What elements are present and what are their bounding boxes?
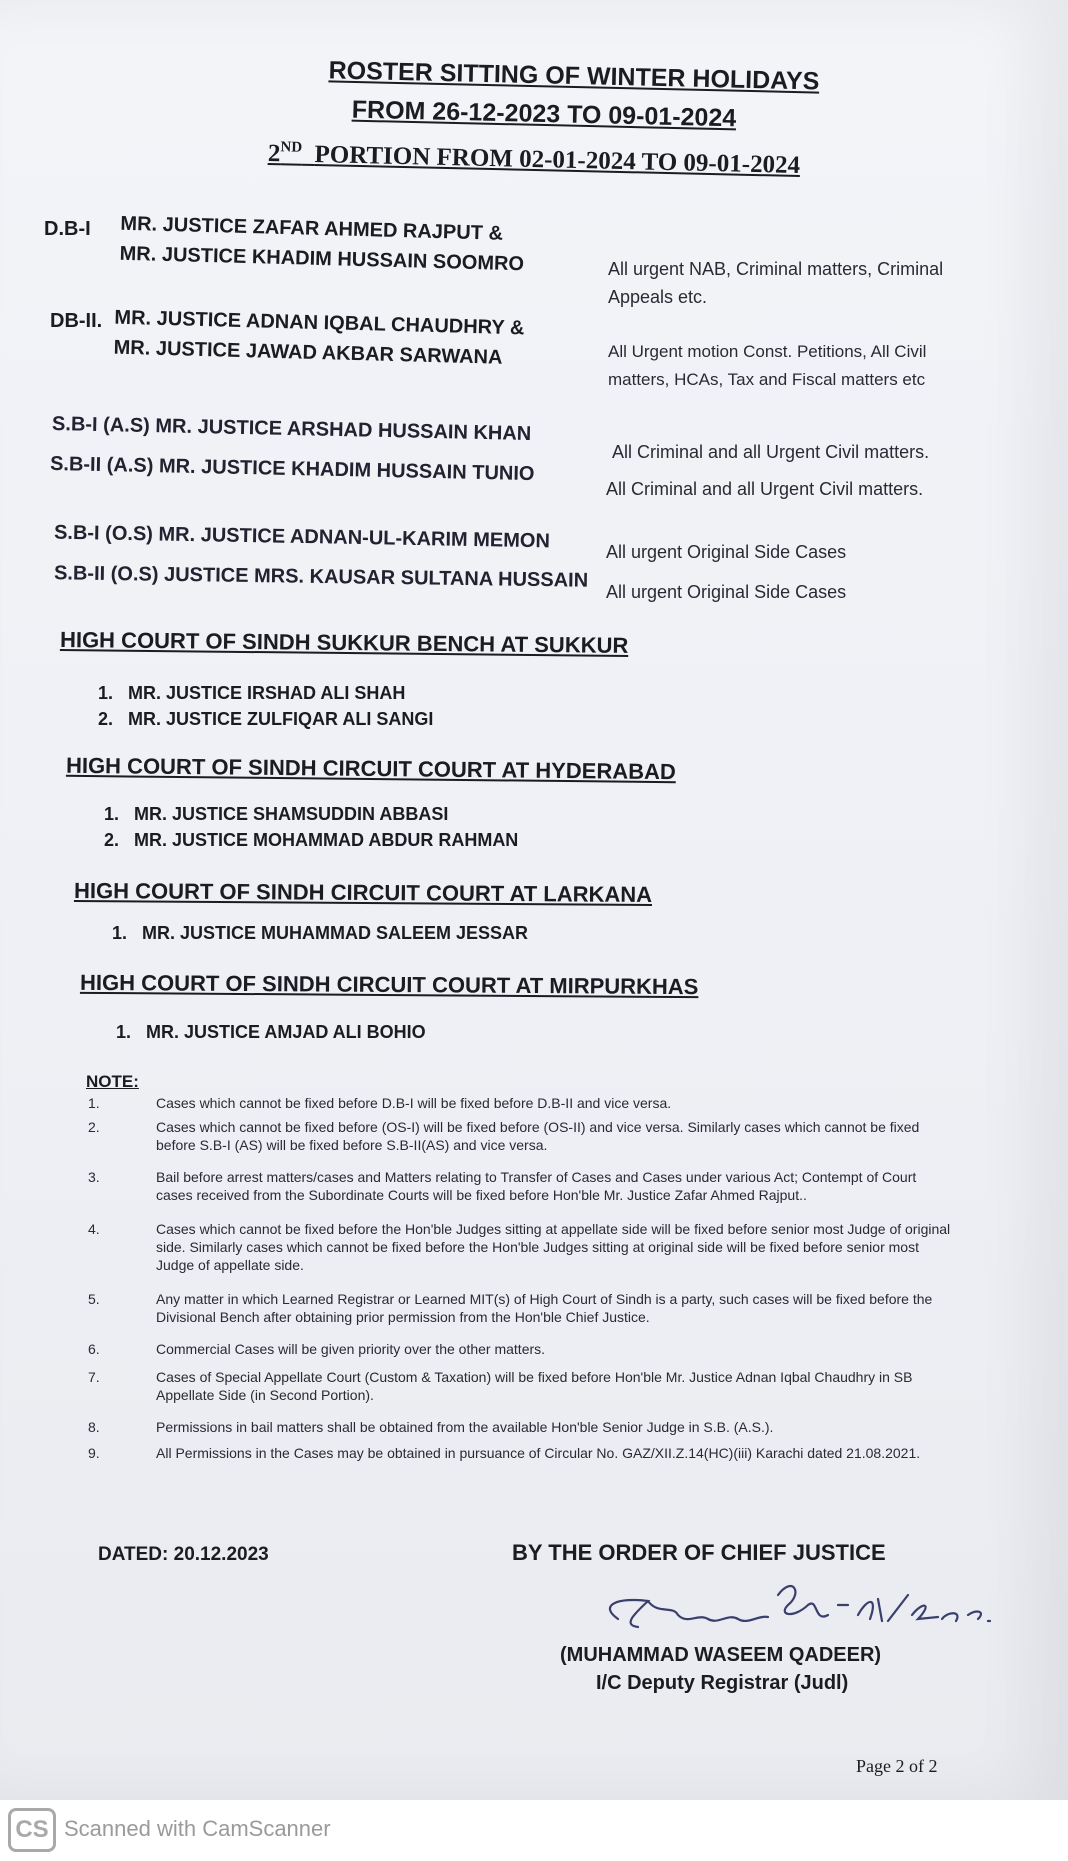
bench-jurisdiction: All Criminal and all Urgent Civil matters. xyxy=(612,442,930,462)
bench-label: S.B-II (A.S) xyxy=(49,452,154,478)
judge-name: JUSTICE MRS. KAUSAR SULTANA HUSSAIN xyxy=(163,563,589,592)
judge-list xyxy=(104,801,518,853)
section-heading: HIGH COURT OF SINDH CIRCUIT COURT AT HYDERABAD xyxy=(65,752,676,785)
judge-name: MR. JUSTICE ADNAN IQBAL CHAUDHRY & xyxy=(114,306,525,340)
section-heading: HIGH COURT OF SINDH CIRCUIT COURT AT LARKANA xyxy=(73,877,653,908)
list-item: 1. MR. JUSTICE AMJAD ALI BOHIO xyxy=(116,1022,426,1042)
note-item: 7. Cases of Special Appellate Court (Custom & Taxation) will be fixed before Hon'ble Mr. Justice Adnan Iqbal Chaudhry in SB Appellate Side (in Second Portion). xyxy=(88,1369,913,1403)
bench-jurisdiction: All urgent NAB, Criminal matters, Criminal Appeals etc. xyxy=(608,259,944,307)
judge-list xyxy=(98,680,433,732)
section-heading: HIGH COURT OF SINDH SUKKUR BENCH AT SUKKUR xyxy=(59,627,629,658)
title-line-3: 2ND PORTION FROM 02-01-2024 TO 09-01-2024 xyxy=(267,139,801,180)
dated-line: DATED: 20.12.2023 xyxy=(98,1544,269,1565)
bench-jurisdiction: All Urgent motion Const. Petitions, All Civil matters, HCAs, Tax and Fiscal matters etc xyxy=(608,342,927,389)
judge-name: MR. JUSTICE ZAFAR AHMED RAJPUT & xyxy=(120,212,504,245)
judge-name: MR. JUSTICE KHADIM HUSSAIN SOOMRO xyxy=(119,242,525,276)
signatory-title: I/C Deputy Registrar (Judl) xyxy=(596,1672,849,1694)
bench-judges xyxy=(113,303,524,374)
handwritten-signature xyxy=(578,1575,1008,1655)
list-item: 1. MR. JUSTICE SHAMSUDDIN ABBASI xyxy=(104,804,449,824)
bench-label: DB-II. xyxy=(50,310,103,332)
note-item: 3. Bail before arrest matters/cases and Matters relating to Transfer of Cases and Cases under various Act; Contempt of Court cases received from the Subordinate Courts will be fixed before Hon'ble Mr. Justice Zafar Ahmed Rajput.. xyxy=(88,1169,917,1203)
note-item: 6. Commercial Cases will be given priority over the other matters. xyxy=(88,1341,546,1357)
bench-row xyxy=(54,522,550,554)
note-label: NOTE: xyxy=(86,1072,139,1091)
bench-jurisdiction: All urgent Original Side Cases xyxy=(606,582,847,602)
bench-label: S.B-I (A.S) xyxy=(51,412,151,438)
order-line: BY THE ORDER OF CHIEF JUSTICE xyxy=(512,1540,886,1565)
list-item: 2. MR. JUSTICE ZULFIQAR ALI SANGI xyxy=(98,709,434,729)
bench-label: S.B-II (O.S) xyxy=(53,562,159,586)
bench-row xyxy=(50,453,535,486)
note-item: 9. All Permissions in the Cases may be obtained in pursuance of Circular No. GAZ/XII.Z.14(HC)(iii) Karachi dated 21.08.2021. xyxy=(88,1445,921,1461)
bench-row xyxy=(54,562,588,592)
note-item: 8. Permissions in bail matters shall be obtained from the available Hon'ble Senior Judge in S.B. (A.S.). xyxy=(88,1419,774,1435)
bench-row xyxy=(52,413,532,446)
judge-list xyxy=(112,920,528,946)
title-line-1: ROSTER SITTING OF WINTER HOLIDAYS xyxy=(328,56,820,96)
judge-name: MR. JUSTICE JAWAD AKBAR SARWANA xyxy=(113,336,503,369)
judge-list xyxy=(116,1019,426,1045)
title-line-2: FROM 26-12-2023 TO 09-01-2024 xyxy=(351,95,737,133)
note-item: 1. Cases which cannot be fixed before D.B-I will be fixed before D.B-II and vice versa. xyxy=(88,1095,672,1111)
page-number: Page 2 of 2 xyxy=(856,1756,938,1776)
signatory-name: (MUHAMMAD WASEEM QADEER) xyxy=(560,1644,882,1666)
notes-list xyxy=(86,1094,956,1462)
bench-jurisdiction: All Criminal and all Urgent Civil matters. xyxy=(606,479,924,499)
judge-name: MR. JUSTICE KHADIM HUSSAIN TUNIO xyxy=(158,455,535,486)
section-heading: HIGH COURT OF SINDH CIRCUIT COURT AT MIRPURKHAS xyxy=(79,969,699,1000)
note-item: 5. Any matter in which Learned Registrar or Learned MIT(s) of High Court of Sindh is a party, such cases will be fixed before the Divisional Bench after obtaining prior permission from the Hon'ble Chief Justice. xyxy=(88,1291,933,1325)
bench-judges xyxy=(119,209,525,280)
camscanner-watermark-text: Scanned with CamScanner xyxy=(64,1816,331,1841)
list-item: 1. MR. JUSTICE IRSHAD ALI SHAH xyxy=(98,683,406,703)
list-item: 1. MR. JUSTICE MUHAMMAD SALEEM JESSAR xyxy=(112,923,529,943)
judge-name: MR. JUSTICE ADNAN-UL-KARIM MEMON xyxy=(158,523,551,553)
bench-jurisdiction: All urgent Original Side Cases xyxy=(606,542,847,562)
judge-name: MR. JUSTICE ARSHAD HUSSAIN KHAN xyxy=(155,415,532,446)
note-item: 4. Cases which cannot be fixed before the Hon'ble Judges sitting at appellate side will be fixed before senior most Judge of original side. Similarly cases which cannot be fixed before the Hon'ble Judges sitting at original side will be fixed before senior most Judge of appellate side. xyxy=(88,1221,951,1273)
list-item: 2. MR. JUSTICE MOHAMMAD ABDUR RAHMAN xyxy=(104,830,519,850)
bench-label: S.B-I (O.S) xyxy=(53,521,154,546)
note-item: 2. Cases which cannot be fixed before (OS-I) will be fixed before (OS-II) and vice versa. Similarly cases which cannot be fixed before S.B-I (AS) will be fixed before S.B-II(AS) and vice versa. xyxy=(88,1119,920,1153)
camscanner-logo: CS xyxy=(8,1808,56,1852)
bench-label: D.B-I xyxy=(44,218,91,240)
